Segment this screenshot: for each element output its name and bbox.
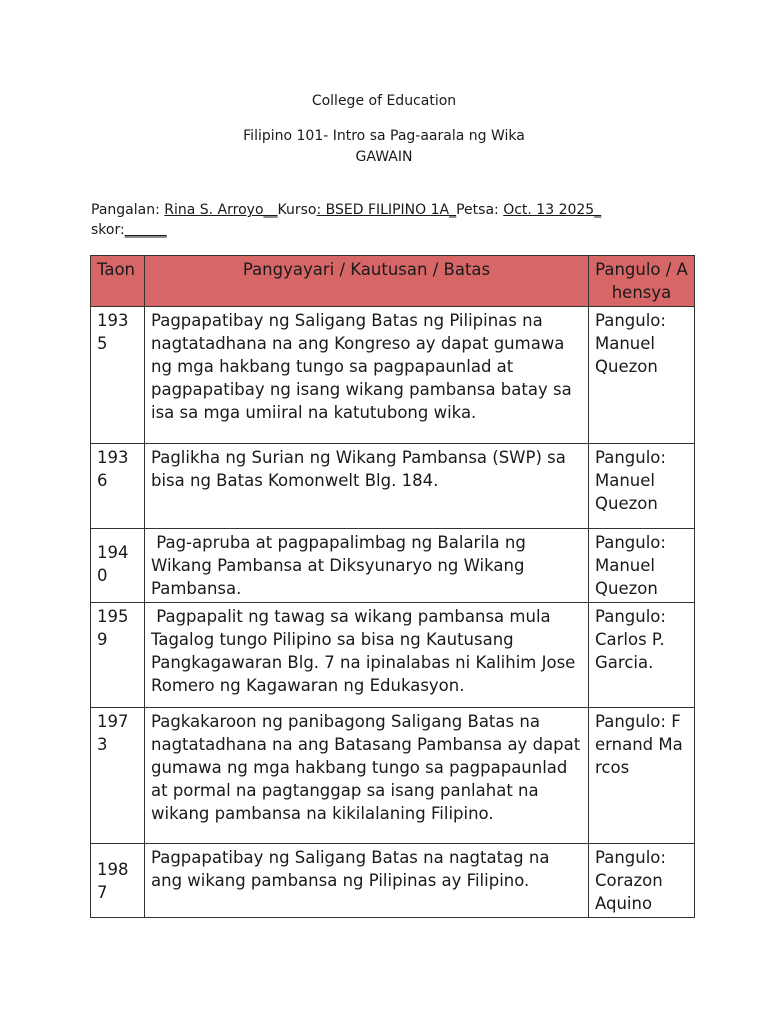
table-row [91, 708, 695, 844]
table-row [91, 444, 695, 529]
president-cell: Pangulo: Manuel Quezon [589, 529, 695, 603]
event-cell: Pag-apruba at pagpapalimbag ng Balarila ng Wikang Pambansa at Diksyunaryo ng Wikang Pambansa. [145, 529, 589, 603]
event-cell: Paglikha ng Surian ng Wikang Pambansa (SWP) sa bisa ng Batas Komonwelt Blg. 184. [145, 444, 589, 529]
header-year: Taon [91, 256, 145, 307]
president-cell: Pangulo: Fernand Marcos [589, 708, 695, 844]
table-row [91, 844, 695, 918]
table-row [91, 603, 695, 708]
event-cell: Pagpapatibay ng Saligang Batas ng Pilipinas na nagtatadhana na ang Kongreso ay dapat gumawa ng mga hakbang tungo sa pagpapaunlad at pagpapatibay ng isang wikang pambansa batay sa isa sa mga umiiral na katutubong wika. [145, 307, 589, 444]
president-cell: Pangulo: Manuel Quezon [589, 307, 695, 444]
date-value: Oct. 13 2025_ [503, 202, 602, 218]
course-title: Filipino 101- Intro sa Pag-aarala ng Wika [243, 128, 525, 144]
name-value: Rina S. Arroyo__ [164, 202, 278, 218]
table-header-row [91, 256, 695, 307]
activity-title: GAWAIN [355, 149, 413, 165]
header-president: Pangulo / Ahensya [589, 256, 695, 307]
president-cell: Pangulo: Corazon Aquino [589, 844, 695, 918]
name-label: Pangalan: [91, 202, 165, 218]
year-cell: 1940 [91, 529, 145, 603]
course-value: : BSED FILIPINO 1A_ [316, 202, 457, 218]
score-line [91, 222, 167, 238]
event-cell: Pagpapatibay ng Saligang Batas na nagtatag na ang wikang pambansa ng Pilipinas ay Filipino. [145, 844, 589, 918]
header-event: Pangyayari / Kautusan / Batas [145, 256, 589, 307]
year-cell: 1959 [91, 603, 145, 708]
table-row [91, 307, 695, 444]
year-cell: 1936 [91, 444, 145, 529]
year-cell: 1987 [91, 844, 145, 918]
year-cell: 1935 [91, 307, 145, 444]
table-row [91, 529, 695, 603]
college-title: College of Education [311, 93, 457, 109]
president-cell: Pangulo: Manuel Quezon [589, 444, 695, 529]
date-label: Petsa: [456, 202, 504, 218]
score-label: skor: [91, 222, 125, 238]
score-blank: ______ [124, 222, 167, 238]
history-table [90, 255, 695, 918]
year-cell: 1973 [91, 708, 145, 844]
event-cell: Pagkakaroon ng panibagong Saligang Batas na nagtatadhana na ang Batasang Pambansa ay dapat gumawa ng mga hakbang tungo sa pagpapaunlad at pormal na pagtanggap sa isang panlahat na wikang pambansa na kikilalaning Filipino. [145, 708, 589, 844]
president-cell: Pangulo: Carlos P. Garcia. [589, 603, 695, 708]
student-info-line [91, 202, 601, 218]
event-cell: Pagpapalit ng tawag sa wikang pambansa mula Tagalog tungo Pilipino sa bisa ng Kautusang Pangkagawaran Blg. 7 na ipinalabas ni Kalihim Jose Romero ng Kagawaran ng Edukasyon. [145, 603, 589, 708]
course-label: Kurso [277, 202, 317, 218]
